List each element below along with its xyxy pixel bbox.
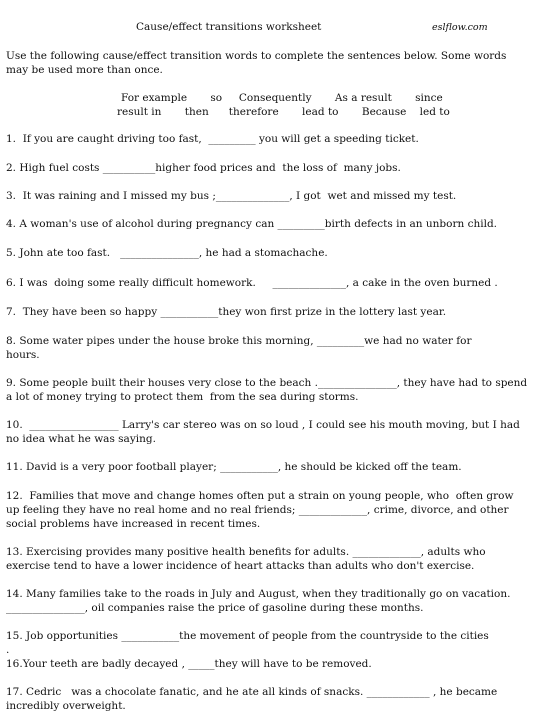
sentence-11: 11. David is a very poor football player; ___________, he should be kicked off the team. xyxy=(6,461,462,473)
sentence-15: 15. Job opportunities ___________the movement of people from the countryside to the cities . xyxy=(6,630,489,656)
word-bank-item: result in xyxy=(117,106,162,118)
sentence-4: 4. A woman's use of alcohol during pregnancy can _________birth defects in an unborn child. xyxy=(6,218,498,230)
sentence-6: 6. I was doing some really difficult homework. ______________, a cake in the oven burned . xyxy=(6,277,498,289)
word-bank-row-2 xyxy=(117,105,450,119)
word-bank-item: therefore xyxy=(228,106,279,118)
word-bank-item: Consequently xyxy=(238,92,312,104)
word-bank-item: lead to xyxy=(302,106,339,118)
sentence-1: 1. If you are caught driving too fast, _________ you will get a speeding ticket. xyxy=(6,133,419,145)
site-name: eslflow.com xyxy=(432,22,488,33)
word-bank-item: since xyxy=(415,92,443,104)
instructions: Use the following cause/effect transition words to complete the sentences below. Some words may be used more than once. xyxy=(6,50,507,76)
word-bank-item: For example xyxy=(121,92,188,104)
sentence-3: 3. It was raining and I missed my bus ;______________, I got wet and missed my test. xyxy=(6,190,457,202)
sentence-7: 7. They have been so happy ___________they won first prize in the lottery last year. xyxy=(6,306,447,318)
word-bank-item: led to xyxy=(419,106,450,118)
worksheet-title: Cause/effect transitions worksheet xyxy=(136,21,322,33)
sentence-14: 14. Many families take to the roads in July and August, when they traditionally go on vacation. _______________, oil companies raise the price of gasoline during these months. xyxy=(6,588,514,614)
sentence-2: 2. High fuel costs __________higher food prices and the loss of many jobs. xyxy=(6,162,401,174)
word-bank-item: Because xyxy=(361,106,407,118)
sentence-13: 13. Exercising provides many positive health benefits for adults. _____________, adults who exercise tend to have a lower incidence of heart attacks than adults who don't exercise. xyxy=(6,546,489,572)
word-bank-row-1 xyxy=(121,91,443,105)
sentence-8: 8. Some water pipes under the house broke this morning, _________we had no water for hours. xyxy=(6,335,472,361)
word-bank-item: As a result xyxy=(334,92,392,104)
sentence-5: 5. John ate too fast. _______________, he had a stomachache. xyxy=(6,247,328,259)
sentence-12: 12. Families that move and change homes often put a strain on young people, who often grow up feeling they have no real home and no real friends; _____________, crime, divorce, and other social problems have increased in recent times. xyxy=(6,490,517,530)
sentence-16: 16.Your teeth are badly decayed , _____they will have to be removed. xyxy=(6,658,372,670)
word-bank-item: so xyxy=(210,92,223,104)
word-bank-item: then xyxy=(184,106,209,118)
sentence-9: 9. Some people built their houses very close to the beach ._______________, they have had to spend a lot of money trying to protect them from the sea during storms. xyxy=(6,377,531,403)
sentence-17: 17. Cedric was a chocolate fanatic, and he ate all kinds of snacks. ____________ , he became incredibly overweight. xyxy=(6,686,501,712)
sentence-10: 10. _________________ Larry's car stereo was on so loud , I could see his mouth moving, but I had no idea what he was saying. xyxy=(6,419,524,445)
